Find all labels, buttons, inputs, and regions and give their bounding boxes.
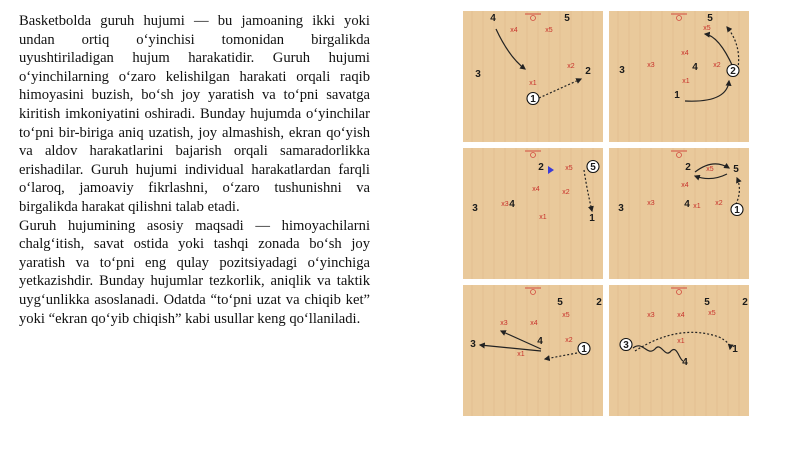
offense-player-label: 1 — [674, 90, 680, 101]
defender-label: x3 — [501, 201, 509, 208]
offense-player-label: 2 — [742, 297, 748, 308]
defender-label: x5 — [706, 166, 714, 173]
offense-player-label: 5 — [704, 297, 710, 308]
defender-label: x5 — [708, 310, 716, 317]
offense-player-label: 2 — [685, 162, 691, 173]
offense-player-label: 5 — [590, 162, 596, 173]
play-diagrams-figure — [463, 11, 751, 418]
offense-player-label: 5 — [557, 297, 563, 308]
defender-label: x3 — [647, 200, 655, 207]
paragraph-2: Guruh hujumining asosiy maqsadi — himoyachilarni chalg‘itish, savat ostida yoki tashqi zonada bo‘sh joy yaratish va to‘pni eng qulay pozitsiyadagi o‘yinchiga yetkazishdir. Bunday hujumlar tezkorlik, aniqlik va taktik uyg‘unlikka asoslanadi. Odatda “to‘pni uzat va chiqib ket” yoki “ekran qo‘yib chiqish” kabi usullar keng qo‘llaniladi. — [19, 217, 370, 327]
defender-label: x4 — [510, 27, 518, 34]
offense-player-label: 1 — [734, 205, 740, 216]
offense-player-label: 1 — [530, 94, 536, 105]
defender-label: x4 — [681, 182, 689, 189]
offense-player-label: 4 — [490, 13, 496, 24]
defender-label: x3 — [647, 312, 655, 319]
play-diagram-5 — [463, 285, 603, 416]
defender-label: x5 — [545, 27, 553, 34]
offense-player-label: 3 — [475, 69, 481, 80]
defender-label: x2 — [715, 200, 723, 207]
offense-player-label: 4 — [692, 62, 698, 73]
offense-player-label: 4 — [682, 357, 688, 368]
defender-label: x1 — [517, 351, 525, 358]
defender-label: x1 — [529, 80, 537, 87]
defender-label: x2 — [565, 337, 573, 344]
defender-label: x1 — [539, 214, 547, 221]
offense-player-label: 4 — [537, 336, 543, 347]
offense-player-label: 4 — [509, 199, 515, 210]
offense-player-label: 5 — [733, 164, 739, 175]
offense-player-label: 2 — [585, 66, 591, 77]
defender-label: x3 — [500, 320, 508, 327]
defender-label: x5 — [703, 25, 711, 32]
defender-label: x2 — [567, 63, 575, 70]
defender-label: x4 — [532, 186, 540, 193]
offense-player-label: 5 — [564, 13, 570, 24]
offense-player-label: 4 — [684, 199, 690, 210]
offense-player-label: 2 — [538, 162, 544, 173]
play-diagram-6 — [609, 285, 749, 416]
defender-label: x1 — [677, 338, 685, 345]
paragraph-1: Basketbolda guruh hujumi — bu jamoaning ikki yoki undan ortiq o‘yinchisi tomonidan birgalikda uyushtiriladigan hujum harakatidir. Guruh hujumi o‘yinchilarning o‘zaro kelishilgan harakati orqali raqib himoyasini buzish, bo‘sh joy yaratish va to‘pni savatga kiritish imkoniyatini oshiradi. Bunday hujumda o‘yinchilar to‘pni bir-biriga aniq uzatish, joy almashish, ekran qo‘yish va aldov harakatlarini bajarish orqali samaradorlikka erishadilar. Guruh hujumi individual harakatlardan farqli o‘laroq, jamoaviy fikrlashni, o‘zaro tushunishni va birgalikda harakat qilishni talab etadi. — [19, 13, 370, 215]
offense-player-label: 2 — [596, 297, 602, 308]
defender-label: x3 — [647, 62, 655, 69]
offense-player-label: 1 — [589, 213, 595, 224]
offense-player-label: 3 — [470, 339, 476, 350]
defender-label: x4 — [681, 50, 689, 57]
play-diagram-4 — [609, 148, 749, 279]
defender-label: x5 — [562, 312, 570, 319]
play-diagram-1 — [463, 11, 603, 142]
play-diagram-3 — [463, 148, 603, 279]
offense-player-label: 3 — [472, 203, 478, 214]
defender-label: x1 — [693, 203, 701, 210]
offense-player-label: 3 — [623, 340, 629, 351]
defender-label: x1 — [682, 78, 690, 85]
defender-label: x5 — [565, 165, 573, 172]
offense-player-label: 1 — [581, 344, 587, 355]
offense-player-label: 2 — [730, 66, 736, 77]
offense-player-label: 3 — [618, 203, 624, 214]
article-text — [19, 12, 370, 328]
play-diagram-2 — [609, 11, 749, 142]
defender-label: x4 — [677, 312, 685, 319]
offense-player-label: 5 — [707, 13, 713, 24]
defender-label: x2 — [713, 62, 721, 69]
offense-player-label: 3 — [619, 65, 625, 76]
offense-player-label: 1 — [732, 344, 738, 355]
defender-label: x2 — [562, 189, 570, 196]
defender-label: x4 — [530, 320, 538, 327]
